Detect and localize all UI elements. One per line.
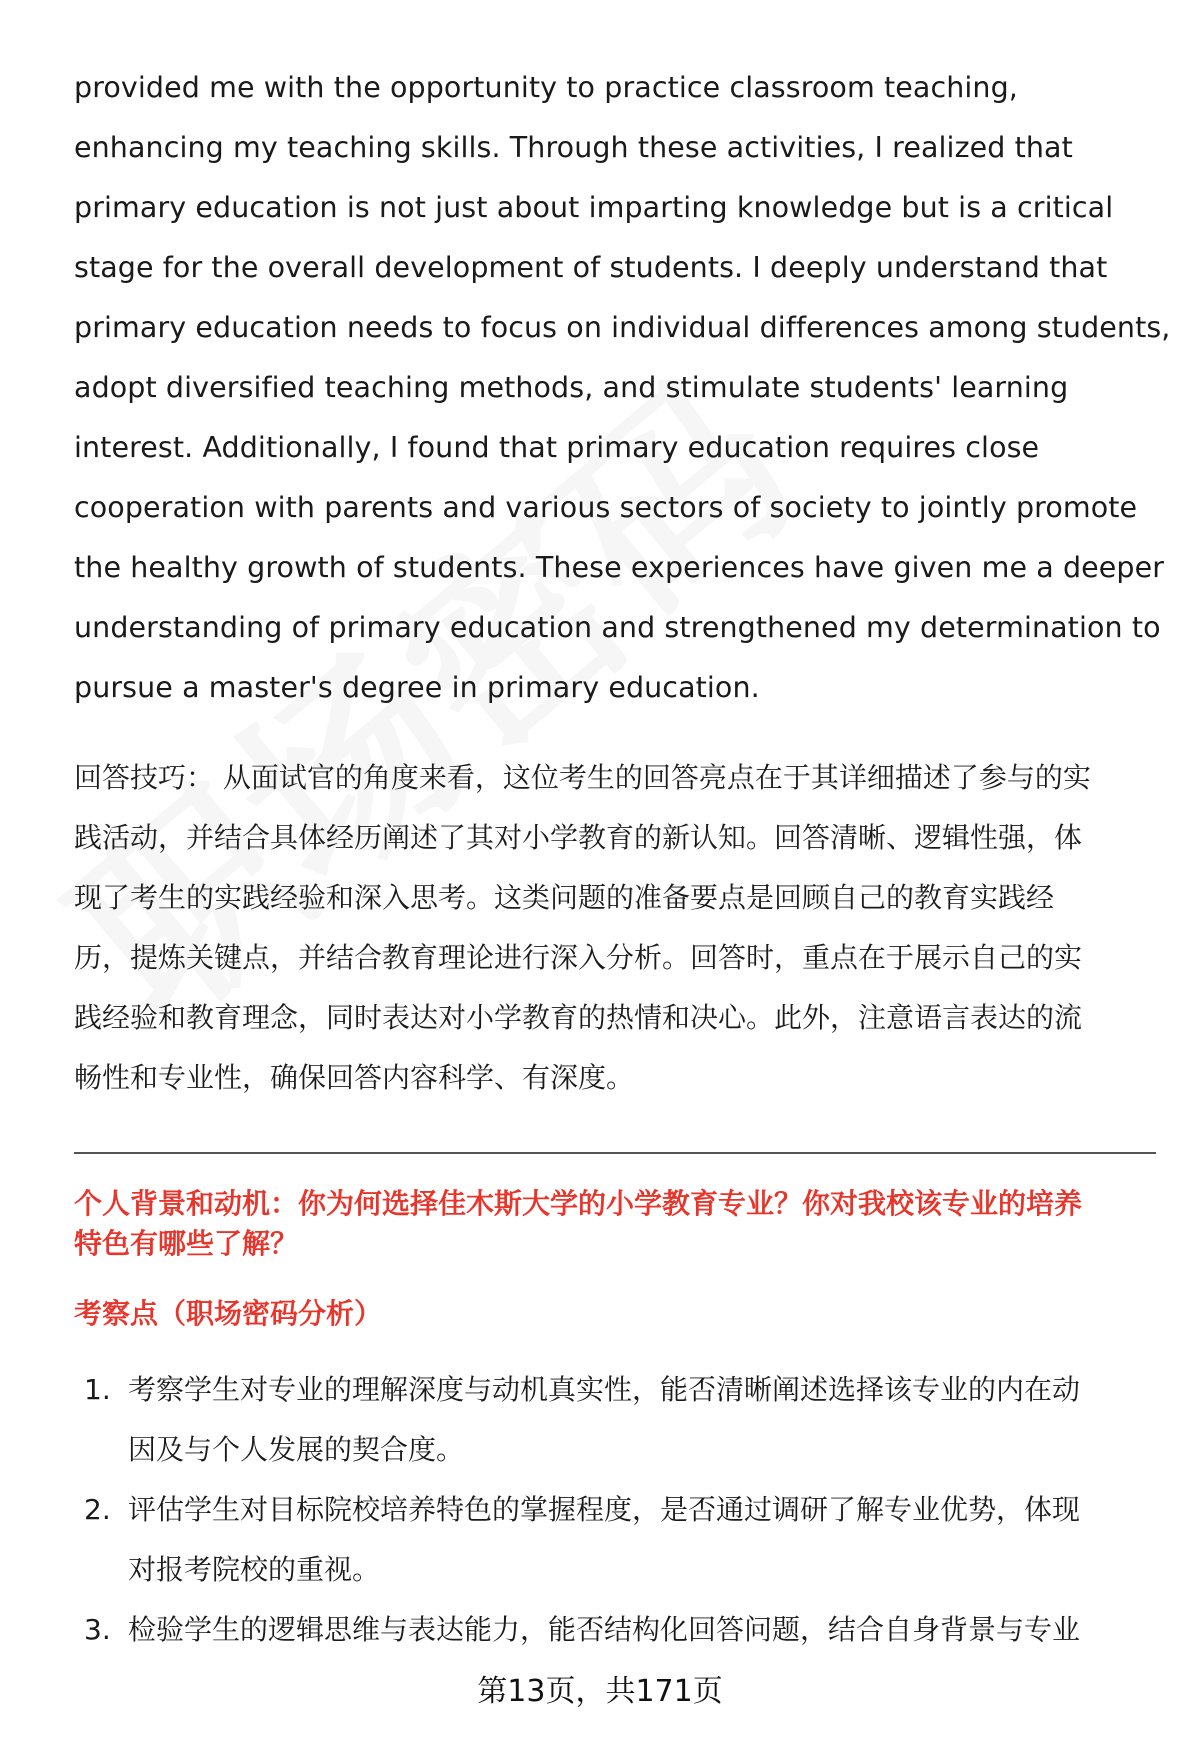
list-number: 3. <box>84 1613 111 1646</box>
answer-line: provided me with the opportunity to practice classroom teaching, <box>74 71 1018 104</box>
answer-paragraph <box>74 58 1171 718</box>
list-item-line: 检验学生的逻辑思维与表达能力，能否结构化回答问题，结合自身背景与专业 <box>128 1613 1081 1646</box>
tips-line: 回答技巧： 从面试官的角度来看，这位考生的回答亮点在于其详细描述了参与的实 <box>74 761 1091 794</box>
page-number: 第13页，共171页 <box>477 1674 723 1709</box>
list-item <box>74 1480 1154 1600</box>
tips-line: 畅性和专业性，确保回答内容科学、有深度。 <box>74 1061 635 1094</box>
answer-line: understanding of primary education and strengthened my determination to <box>74 611 1161 644</box>
answer-line: cooperation with parents and various sectors of society to jointly promote <box>74 491 1138 524</box>
question-heading <box>74 1184 1154 1264</box>
list-number: 2. <box>84 1493 111 1526</box>
answer-line: primary education is not just about imparting knowledge but is a critical <box>74 191 1114 224</box>
answer-line: enhancing my teaching skills. Through these activities, I realized that <box>74 131 1073 164</box>
tips-line: 历，提炼关键点，并结合教育理论进行深入分析。回答时，重点在于展示自己的实 <box>74 941 1083 974</box>
list-item-line: 对报考院校的重视。 <box>128 1553 381 1586</box>
page-content <box>74 58 1171 1660</box>
list-item-line: 评估学生对目标院校培养特色的掌握程度，是否通过调研了解专业优势，体现 <box>128 1493 1081 1526</box>
answer-line: adopt diversified teaching methods, and stimulate students' learning <box>74 371 1069 404</box>
assessment-points-label: 考察点（职场密码分析） <box>74 1297 383 1330</box>
list-number: 1. <box>84 1373 111 1406</box>
answer-line: pursue a master's degree in primary education. <box>74 671 760 704</box>
tips-line: 现了考生的实践经验和深入思考。这类问题的准备要点是回顾自己的教育实践经 <box>74 881 1055 914</box>
list-item-line: 考察学生对专业的理解深度与动机真实性，能否清晰阐述选择该专业的内在动 <box>128 1373 1081 1406</box>
answer-line: the healthy growth of students. These experiences have given me a deeper <box>74 551 1165 584</box>
list-item <box>74 1360 1154 1480</box>
question-line: 个人背景和动机：你为何选择佳木斯大学的小学教育专业？你对我校该专业的培养 <box>74 1187 1083 1220</box>
tips-line: 践活动，并结合具体经历阐述了其对小学教育的新认知。回答清晰、逻辑性强，体 <box>74 821 1083 854</box>
section-divider <box>74 1152 1156 1154</box>
list-item <box>74 1600 1154 1660</box>
answer-tips <box>74 748 1154 1108</box>
list-item-line: 因及与个人发展的契合度。 <box>128 1433 465 1466</box>
answer-line: interest. Additionally, I found that primary education requires close <box>74 431 1040 464</box>
answer-line: stage for the overall development of students. I deeply understand that <box>74 251 1108 284</box>
assessment-points-list <box>74 1360 1154 1660</box>
tips-line: 践经验和教育理念，同时表达对小学教育的热情和决心。此外，注意语言表达的流 <box>74 1001 1083 1034</box>
answer-line: primary education needs to focus on individual differences among students, <box>74 311 1171 344</box>
question-line: 特色有哪些了解？ <box>74 1227 299 1260</box>
